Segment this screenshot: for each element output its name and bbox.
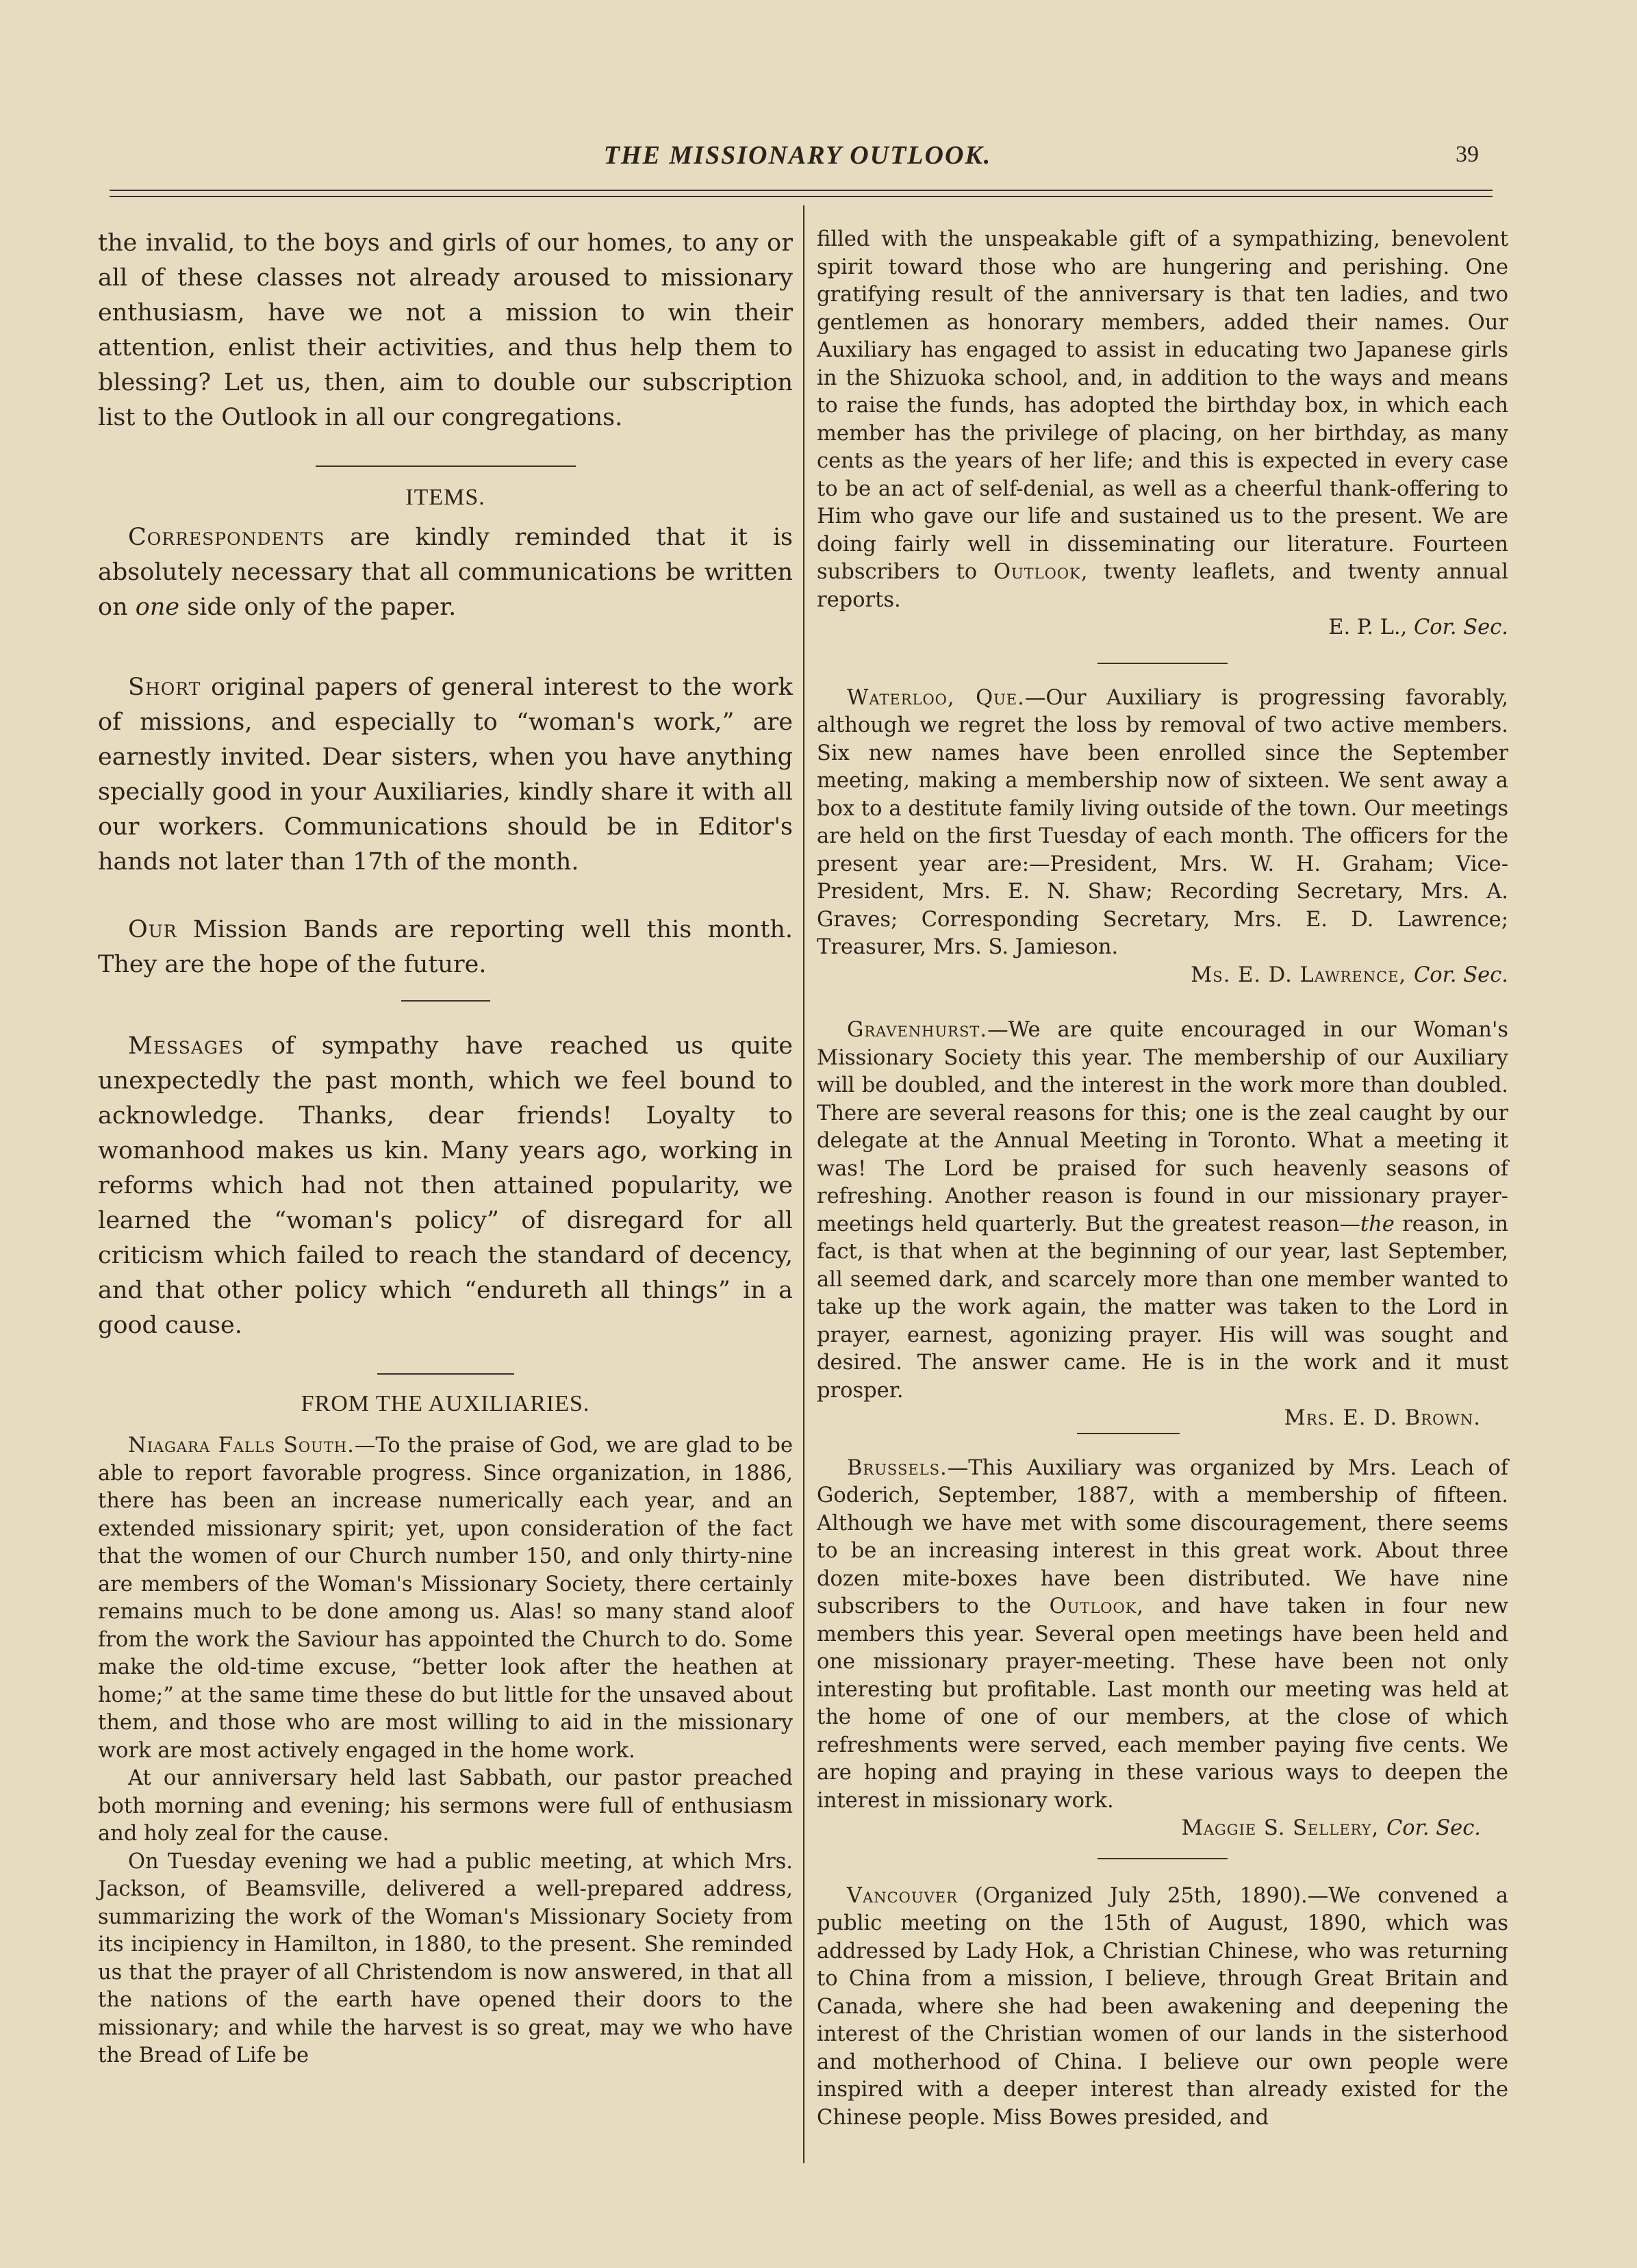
column-divider [803,205,804,2163]
auxiliaries-heading: FROM THE AUXILIARIES. [301,1391,590,1416]
header-rule [110,190,1493,191]
section-rule [316,466,576,467]
signature-sellery: Maggie S. Sellery, Cor. Sec. [1181,1816,1481,1840]
report-waterloo: Waterloo, Que.—Our Auxiliary is progressing favorably, although we regret the loss by removal of two active members. Six new names have been enrolled since the September meeting, making a membership now of sixteen. We sent away a box to a destitute family living outside of the town. Our meetings are held on the first Tuesday of each month. The officers for the present year are:—President, Mrs. W. H. Graham; Vice-President, Mrs. E. N. Shaw; Recording Secretary, Mrs. A. Graves; Corresponding Secretary, Mrs. E. D. Lawrence; Treasurer, Mrs. S. Jamieson. [817,685,1509,959]
right-column [817,226,1508,2132]
report-gravenhurst: Gravenhurst.—We are quite encouraged in our Woman's Missionary Society this year. The membership of our Auxiliary will be doubled, and the interest in the work more than doubled. There are several reasons for this; one is the zeal caught by our delegate at the Annual Meeting in Toronto. What a meeting it was! The Lord be praised for such heavenly seasons of refreshing. Another reason is found in our missionary prayer-meetings held quarterly. But the greatest reason—the reason, in fact, is that when at the beginning of our year, last September, all seemed dark, and scarcely more than one member wanted to take up the work again, the matter was taken to the Lord in prayer, earnest, agonizing prayer. His will was sought and desired. The answer came. He is in the work and it must prosper. [817,1018,1508,1403]
item-short-papers: Short original papers of general interest to the work of missions, and especially to “woman's work,” are earnestly invited. Dear sisters, when you have anything specially good in your Auxiliaries, kindly share it with all our workers. Communications should be in Editor's hands not later than 17th of the month. [98,674,793,876]
report-niagara-continued: filled with the unspeakable gift of a sympathizing, benevolent spirit toward those who are hungering and perishing. One gratifying result of the anniversary is that ten ladies, and two gentlemen as honorary members, added their names. Our Auxiliary has engaged to assist in educating two Japanese girls in the Shizuoka school, and, in addition to the ways and means to raise the funds, has adopted the birthday box, in which each member has the privilege of placing, on her birthday, as many cents as the years of her life; and this is expected in every case to be an act of self-denial, as well as a cheerful thank-offering to Him who gave our life and sustained us to the present. We are doing fairly well in disseminating our literature. Fourteen subscribers to Outlook, twenty leaflets, and twenty annual reports. [817,227,1508,612]
section-rule [1097,1858,1228,1859]
report-vancouver: Vancouver (Organized July 25th, 1890).—We convened a public meeting on the 15th of August, 1890, which was addressed by Lady Hok, a Christian Chinese, who was returning to China from a mission, I believe, through Great Britain and Canada, where she had been awakening and deepening the interest of the Christian women of our lands in the sisterhood and motherhood of China. I believe our own people were inspired with a deeper interest than already existed for the Chinese people. Miss Bowes presided, and [817,1883,1508,2130]
signature-epl: E. P. L., Cor. Sec. [1328,615,1508,639]
running-head: THE MISSIONARY OUTLOOK. [603,141,992,170]
section-rule [401,1000,490,1002]
header-rule [110,196,1493,197]
section-rule [1097,663,1228,664]
section-rule [1077,1433,1180,1434]
report-niagara-anniversary: At our anniversary held last Sabbath, our pastor preached both morning and evening; his sermons were full of enthusiasm and holy zeal for the cause. [98,1766,793,1846]
page-header [96,140,1499,181]
intro-paragraph: the invalid, to the boys and girls of our homes, to any or all of these classes not already aroused to missionary enthusiasm, have we not a mission to win their attention, enlist their activities, and thus help them to blessing? Let us, then, aim to double our subscription list to the Outlook in all our congregations. [98,229,793,431]
page-number: 39 [1456,142,1479,167]
item-mission-bands: Our Mission Bands are reporting well this month. They are the hope of the future. [98,916,793,978]
signature-lawrence: Ms. E. D. Lawrence, Cor. Sec. [1191,963,1508,987]
signature-brown: Mrs. E. D. Brown. [1284,1406,1481,1430]
item-messages: Messages of sympathy have reached us quite unexpectedly the past month, which we feel bound to acknowledge. Thanks, dear friends! Loyalty to womanhood makes us kin. Many years ago, working in reforms which had not then attained popularity, we learned the “woman's policy” of disregard for all criticism which failed to reach the standard of decency, and that other policy which “endureth all things” in a good cause. [98,1032,793,1339]
left-column [98,226,793,2070]
item-correspondents: Correspondents are kindly reminded that it is absolutely necessary that all communications be written on one side only of the paper. [98,524,793,621]
report-niagara-falls-south: Niagara Falls South.—To the praise of God, we are glad to be able to report favorable progress. Since organization, in 1886, there has been an increase numerically each year, and an extended missionary spirit; yet, upon consideration of the fact that the women of our Church number 150, and only thirty-nine are members of the Woman's Missionary Society, there certainly remains much to be done among us. Alas! so many stand aloof from the work the Saviour has appointed the Church to do. Some make the old-time excuse, “better look after the heathen at home;” at the same time these do but little for the unsaved about them, and those who are most willing to aid in the missionary work are most actively engaged in the home work. [98,1434,793,1763]
section-rule [377,1373,514,1375]
items-heading: ITEMS. [405,485,485,510]
report-brussels: Brussels.—This Auxiliary was organized by Mrs. Leach of Goderich, September, 1887, with a membership of fifteen. Although we have met with some discouragement, there seems to be an increasing interest in this great work. About three dozen mite-boxes have been distributed. We have nine subscribers to the Outlook, and have taken in four new members this year. Several open meetings have been held and one missionary prayer-meeting. These have been not only interesting but profitable. Last month our meeting was held at the home of one of our members, at the close of which refreshments were served, each member paying five cents. We are hoping and praying in these various ways to deepen the interest in missionary work. [817,1455,1508,1813]
report-niagara-public-meeting: On Tuesday evening we had a public meeting, at which Mrs. Jackson, of Beamsville, delivered a well-prepared address, summarizing the work of the Woman's Missionary Society from its incipiency in Hamilton, in 1880, to the present. She reminded us that the prayer of all Christendom is now answered, in that all the nations of the earth have opened their doors to the missionary; and while the harvest is so great, may we who have the Bread of Life be [98,1849,793,2067]
